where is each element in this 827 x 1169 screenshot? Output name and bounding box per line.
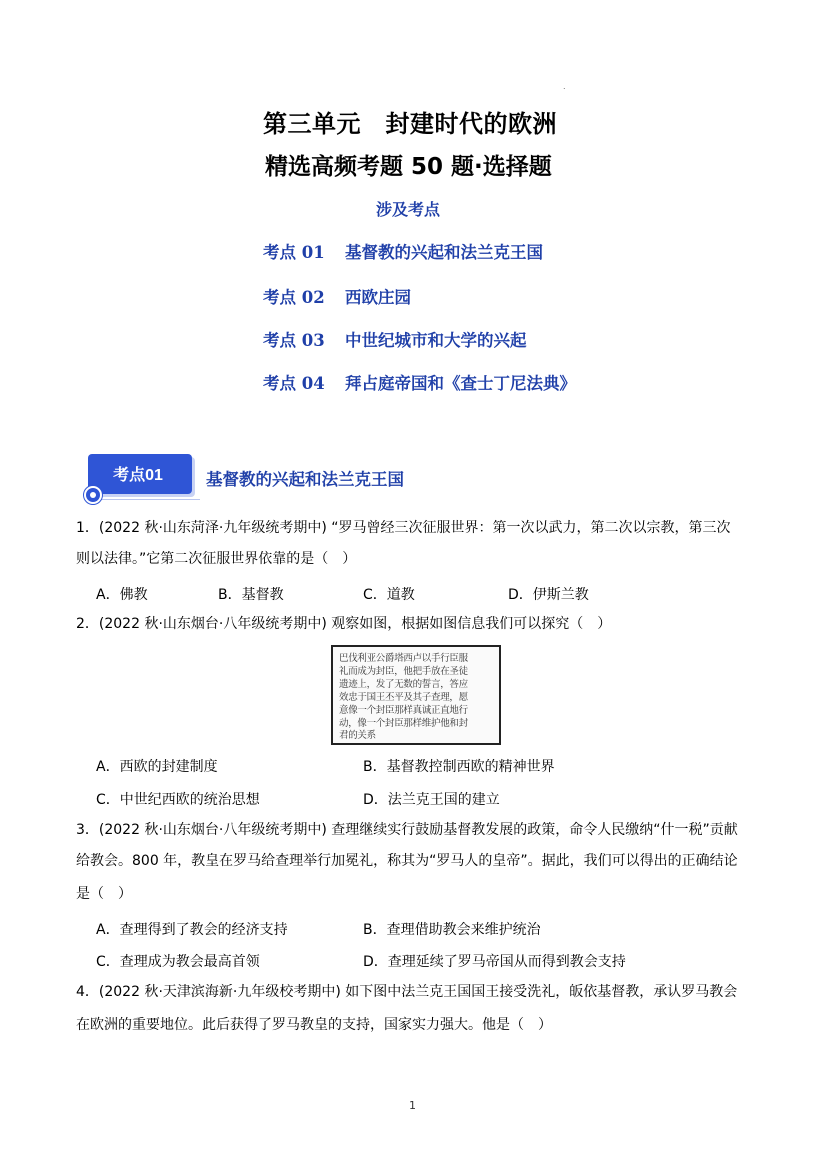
question-4-line-2: 在欧洲的重要地位。此后获得了罗马教皇的支持，国家实力强大。他是（ ） [76,1017,552,1033]
q1-option-a: A．佛教 [96,587,148,603]
figure-text-line: 遗迹上，发了无数的誓言，答应 [339,679,468,690]
q3-option-c: C．查理成为教会最高首领 [96,954,260,970]
question-2-line-1: 2．(2022 秋·山东烟台·八年级统考期中) 观察如图，根据如图信息我们可以探究（ ） [76,616,612,632]
section-badge [88,454,192,494]
q3-option-d: D．查理延续了罗马帝国从而得到教会支持 [363,954,626,970]
question-1-line-2: 则以法律。”它第二次征服世界依靠的是（ ） [76,551,357,567]
scope-label: 涉及考点 [376,200,441,219]
section-underline [100,499,200,500]
unit-title: 第三单元 封建时代的欧洲 [263,110,557,138]
unit-subtitle: 精选高频考题 50 题·选择题 [265,154,552,180]
figure-text-line: 动，像一个封臣那样维护他和封 [339,718,468,729]
question-2-figure [331,645,501,745]
question-3-line-1: 3．(2022 秋·山东烟台·八年级统考期中) 查理继续实行鼓励基督教发展的政策，命令人民缴纳“什一税”贡献 [76,822,738,838]
q2-option-b: B．基督教控制西欧的精神世界 [363,759,555,775]
section-title: 基督教的兴起和法兰克王国 [206,470,404,489]
figure-text-line: 巴伐利亚公爵塔西卢以手行臣服 [339,653,468,664]
q3-option-b: B．查理借助教会来维护统治 [363,922,541,938]
question-4-line-1: 4．(2022 秋·天津滨海新·九年级校考期中) 如下图中法兰克王国国王接受洗礼，皈依基督教，承认罗马教会 [76,984,738,1000]
kaodian-item-4: 考点 04 拜占庭帝国和《查士丁尼法典》 [263,374,576,393]
badge-dot-icon [84,486,102,504]
figure-text-line: 礼而成为封臣，他把手放在圣徒 [339,666,468,677]
figure-text-line: 效忠于国王丕平及其子查理，愿 [339,692,468,703]
q2-option-d: D．法兰克王国的建立 [363,792,500,808]
page-number: 1 [409,1099,416,1112]
section-badge-label: 考点01 [113,467,163,484]
figure-text-line: 君的关系 [339,730,376,741]
kaodian-item-3: 考点 03 中世纪城市和大学的兴起 [263,331,527,350]
q1-option-d: D．伊斯兰教 [508,587,589,603]
q1-option-b: B．基督教 [218,587,284,603]
question-1-line-1: 1．(2022 秋·山东菏泽·九年级统考期中) “罗马曾经三次征服世界：第一次以武力，第二次以宗教，第三次 [76,520,731,536]
q1-option-c: C．道教 [363,587,415,603]
kaodian-item-1: 考点 01 基督教的兴起和法兰克王国 [263,243,543,262]
q3-option-a: A．查理得到了教会的经济支持 [96,922,288,938]
figure-text-line: 意像一个封臣那样真诚正直地行 [339,705,468,716]
question-3-line-2: 给教会。800 年，教皇在罗马给查理举行加冕礼，称其为“罗马人的皇帝”。据此，我们可以得出的正确结论 [76,853,738,869]
kaodian-item-2: 考点 02 西欧庄园 [263,288,411,307]
q2-option-c: C．中世纪西欧的统治思想 [96,792,260,808]
header-mark: . [563,82,566,91]
question-3-line-3: 是（ ） [76,886,132,902]
q2-option-a: A．西欧的封建制度 [96,759,218,775]
